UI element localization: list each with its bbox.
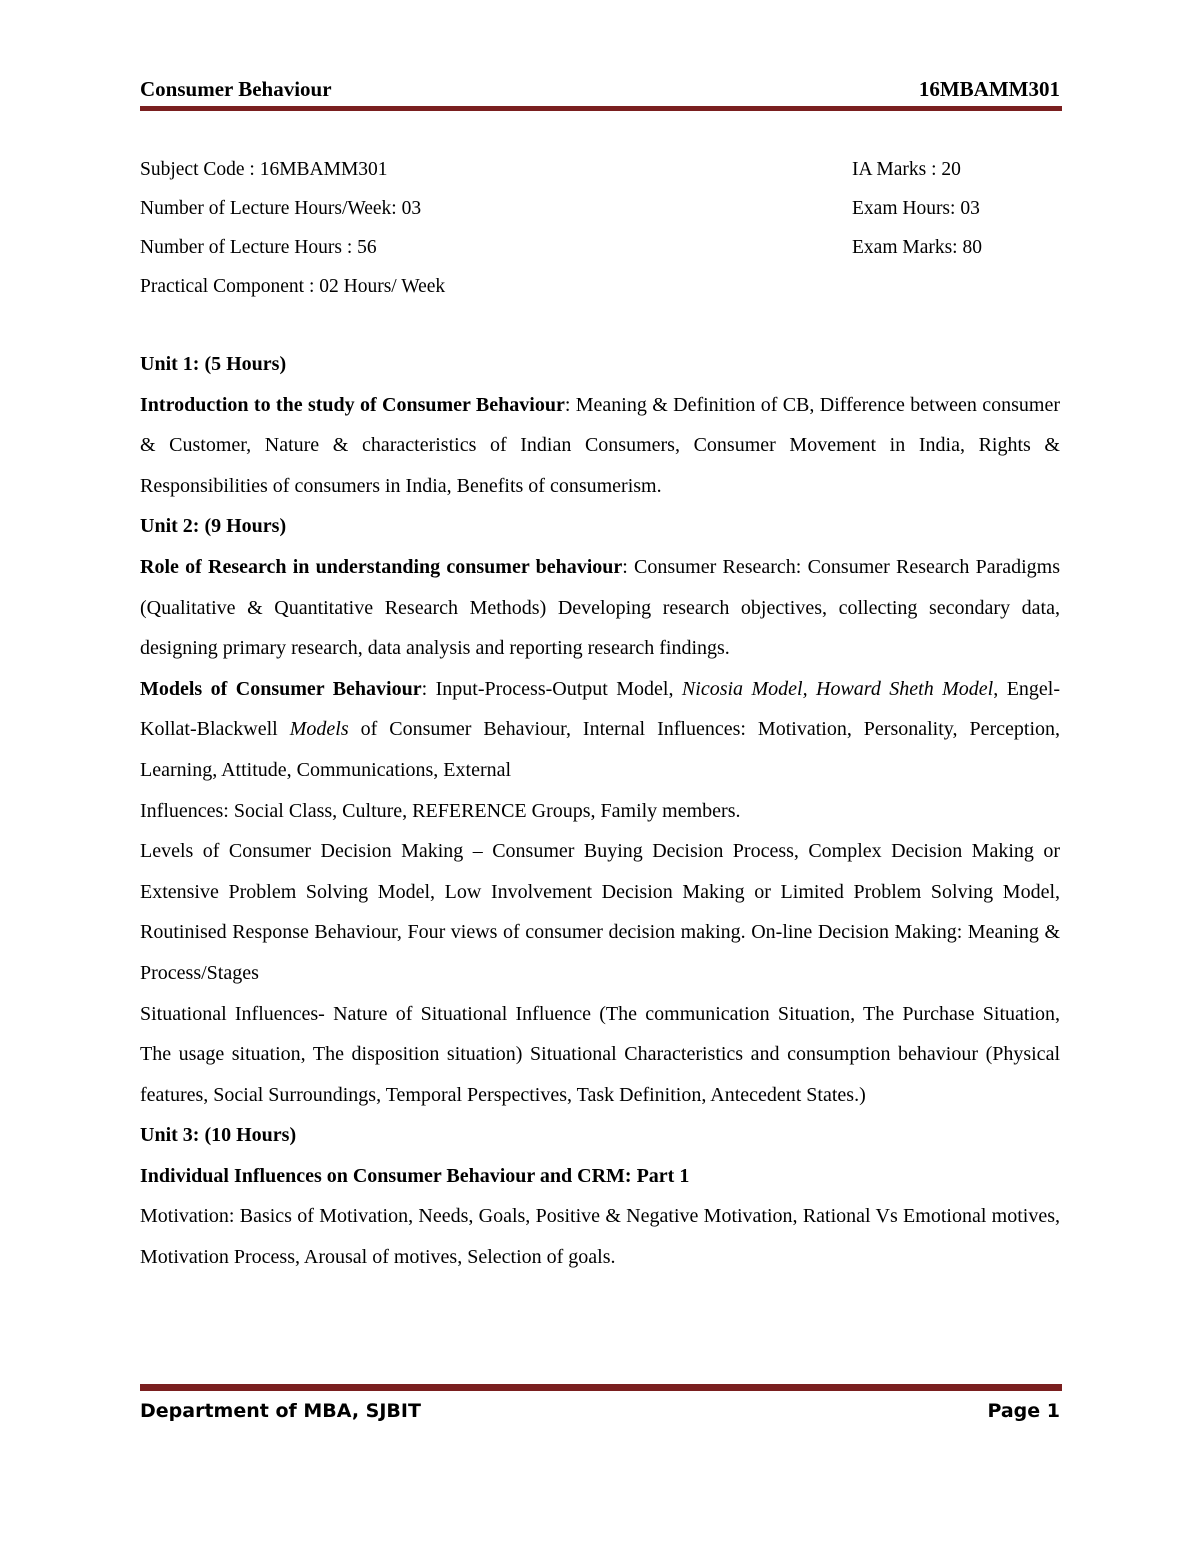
- lecture-hours: Number of Lecture Hours : 56: [140, 237, 377, 258]
- unit3-heading: Unit 3: (10 Hours): [140, 1124, 297, 1147]
- models-topic: Models of Consumer Behaviour: [140, 677, 422, 700]
- header-code: 16MBAMM301: [918, 77, 1060, 101]
- page-number: Page 1: [987, 1400, 1060, 1422]
- unit2-paragraph: [140, 547, 1060, 669]
- unit3-paragraph: Motivation: Basics of Motivation, Needs, Goals, Positive & Negative Motivation, Rational Vs Emotional motives, Motivation Process, Arousal of motives, Selection of goals.: [140, 1205, 1060, 1269]
- levels-paragraph: Levels of Consumer Decision Making – Consumer Buying Decision Process, Complex Decision Making or Extensive Problem Solving Model, Low Involvement Decision Making or Limited Problem Solving Model, Routinised Response Behaviour, Four views of consumer decision making. On-line Decision Making: Meaning & Process/Stages: [140, 840, 1060, 984]
- footer-rule: [140, 1384, 1062, 1391]
- unit1-text: : Meaning & Definition of CB, Difference between consumer & Customer, Nature & characteristics of Indian Consumers, Consumer Movement in India, Rights & Responsibilities of consumers in India, Benefits of consumerism.: [140, 393, 1061, 497]
- header-rule: [140, 106, 1062, 111]
- header-title: Consumer Behaviour: [140, 77, 332, 101]
- ia-marks: IA Marks : 20: [852, 159, 961, 180]
- exam-marks: Exam Marks: 80: [852, 237, 982, 258]
- page-header: [140, 72, 1060, 102]
- footer-department: Department of MBA, SJBIT: [140, 1400, 421, 1422]
- models-text-2: , Engel-Kollat-Blackwell: [140, 677, 1060, 741]
- unit1-paragraph: [140, 385, 1060, 507]
- subject-meta: [140, 150, 1060, 306]
- page-footer: [140, 1396, 1060, 1426]
- unit2-heading: Unit 2: (9 Hours): [140, 515, 287, 538]
- practical-component: Practical Component : 02 Hours/ Week: [140, 276, 446, 297]
- syllabus-body: [140, 344, 1060, 1278]
- models-italic-2: Models: [289, 718, 349, 741]
- unit1-topic: Introduction to the study of Consumer Behaviour: [140, 393, 565, 416]
- models-paragraph: [140, 669, 1060, 791]
- exam-hours: Exam Hours: 03: [852, 198, 980, 219]
- unit1-heading: Unit 1: (5 Hours): [140, 353, 287, 375]
- unit2-text: : Consumer Research: Consumer Research Paradigms (Qualitative & Quantitative Research Methods) Developing research objectives, collecting secondary data, designing primary research, data analysis and reporting research findings.: [140, 555, 1061, 660]
- models-text-1: : Input-Process-Output Model,: [421, 677, 682, 700]
- unit3-topic: Individual Influences on Consumer Behaviour and CRM: Part 1: [140, 1164, 690, 1187]
- unit2-topic: Role of Research in understanding consumer behaviour: [140, 555, 623, 578]
- models-text-3: of Consumer Behaviour, Internal Influences: Motivation, Personality, Perception, Learning, Attitude, Communications, External: [140, 718, 1060, 781]
- situational-paragraph: Situational Influences- Nature of Situational Influence (The communication Situation, The Purchase Situation, The usage situation, The disposition situation) Situational Characteristics and consumption behaviour (Physical features, Social Surroundings, Temporal Perspectives, Task Definition, Antecedent States.): [140, 1002, 1060, 1106]
- subject-code: Subject Code : 16MBAMM301: [140, 159, 388, 180]
- lecture-hours-week: Number of Lecture Hours/Week: 03: [140, 198, 422, 219]
- models-italic-1: Nicosia Model, Howard Sheth Model: [681, 677, 994, 700]
- external-influences: Influences: Social Class, Culture, REFERENCE Groups, Family members.: [140, 799, 741, 822]
